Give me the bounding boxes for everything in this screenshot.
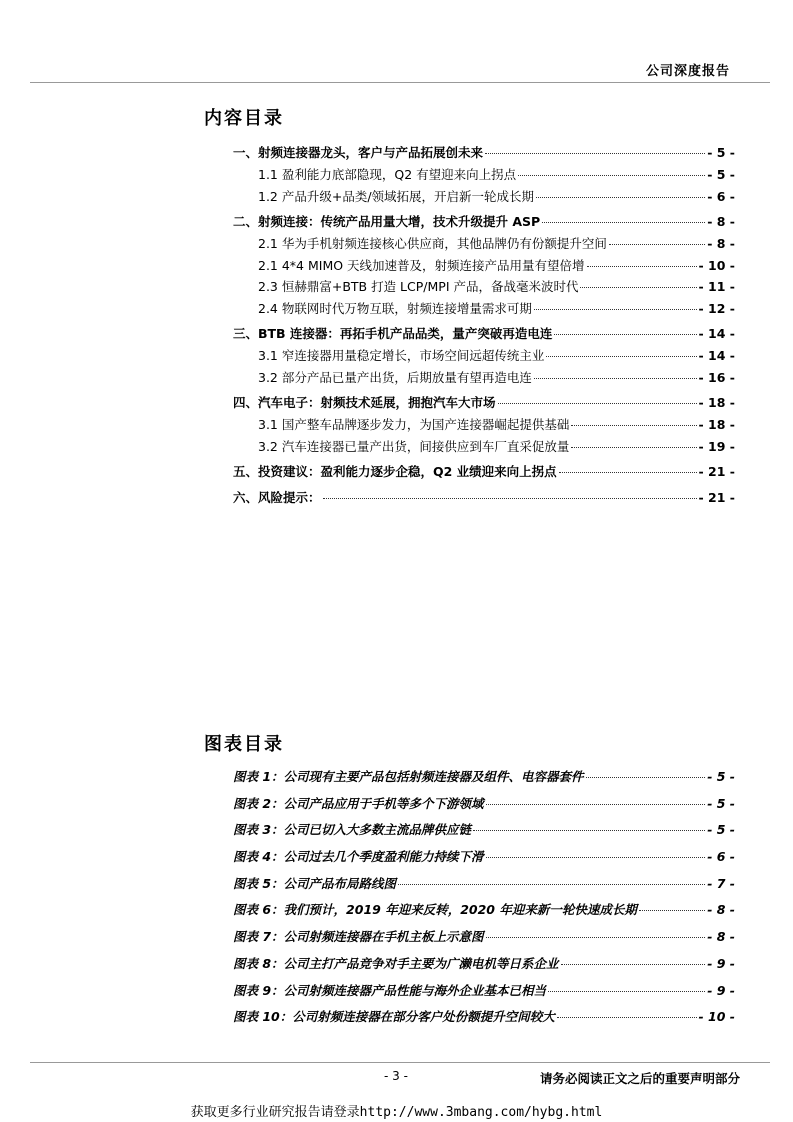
entry-title: 六、风险提示： <box>233 490 321 505</box>
leader-dots <box>609 244 705 245</box>
toc-chapter-entry[interactable] <box>0 324 793 346</box>
figure-index-entry[interactable] <box>0 820 793 847</box>
report-type-label: 公司深度报告 <box>645 64 730 79</box>
entry-page-number: - 18 - <box>698 395 735 410</box>
entry-title: 图表 10：公司射频连接器在部分客户处份额提升空间较大 <box>233 1009 555 1025</box>
figure-index-list <box>0 767 793 1034</box>
entry-page-number: - 6 - <box>707 188 735 204</box>
figure-index-entry[interactable] <box>0 794 793 821</box>
toc-section-entry[interactable] <box>0 234 793 256</box>
disclaimer-note: 请务必阅读正文之后的重要声明部分 <box>539 1071 740 1086</box>
figure-index-entry[interactable] <box>0 900 793 927</box>
watermark-link-text[interactable]: 获取更多行业研究报告请登录http://www.3mbang.com/hybg.html <box>190 1105 603 1120</box>
entry-page-number: - 14 - <box>698 348 735 363</box>
toc-section-entry[interactable] <box>0 415 793 437</box>
leader-dots <box>518 175 705 176</box>
entry-page-number: - 12 - <box>698 300 735 316</box>
leader-dots <box>554 334 696 335</box>
entry-page-number: - 16 - <box>698 369 735 385</box>
entry-page-number: - 8 - <box>707 214 735 229</box>
leader-dots <box>542 222 705 223</box>
entry-title: 图表 9：公司射频连接器产品性能与海外企业基本已相当 <box>233 982 547 998</box>
figure-index-entry[interactable] <box>0 1007 793 1034</box>
figure-index-title: 图表目录 <box>204 734 284 755</box>
toc-section-entry[interactable] <box>0 299 793 321</box>
entry-title: 2.3 恒赫鼎富+BTB 打造 LCP/MPI 产品，备战毫米波时代 <box>258 279 579 294</box>
entry-page-number: - 10 - <box>698 257 735 273</box>
leader-dots <box>534 378 697 379</box>
toc-chapter-entry[interactable] <box>0 462 793 484</box>
leader-dots <box>486 937 706 938</box>
entry-title: 1.1 盈利能力底部隐现，Q2 有望迎来向上拐点 <box>258 167 517 182</box>
leader-dots <box>571 447 696 448</box>
figure-index-entry[interactable] <box>0 767 793 794</box>
figure-index-entry[interactable] <box>0 927 793 954</box>
leader-dots <box>486 857 706 858</box>
toc-chapter-entry[interactable] <box>0 212 793 234</box>
entry-title: 3.1 国产整车品牌逐步发力，为国产连接器崛起提供基础 <box>258 417 570 432</box>
toc-chapter-entry[interactable] <box>0 488 793 510</box>
entry-title: 3.1 窄连接器用量稳定增长，市场空间远超传统主业 <box>258 348 545 363</box>
figure-index-entry[interactable] <box>0 874 793 901</box>
leader-dots <box>486 804 706 805</box>
entry-page-number: - 5 - <box>707 822 735 838</box>
entry-title: 图表 4：公司过去几个季度盈利能力持续下滑 <box>233 849 484 865</box>
leader-dots <box>559 472 697 473</box>
leader-dots <box>485 153 705 154</box>
entry-page-number: - 9 - <box>707 982 735 998</box>
leader-dots <box>546 356 696 357</box>
entry-page-number: - 7 - <box>707 875 735 891</box>
leader-dots <box>536 197 705 198</box>
entry-title: 3.2 部分产品已量产出货，后期放量有望再造电连 <box>258 369 532 385</box>
entry-page-number: - 5 - <box>707 795 735 811</box>
entry-page-number: - 5 - <box>707 167 735 182</box>
entry-title: 图表 1：公司现有主要产品包括射频连接器及组件、电容器套件 <box>233 769 584 784</box>
footer-divider <box>30 1062 770 1063</box>
leader-dots <box>587 266 697 267</box>
entry-title: 图表 3：公司已切入大多数主流品牌供应链 <box>233 822 472 838</box>
leader-dots <box>586 777 706 778</box>
figure-index-entry[interactable] <box>0 981 793 1008</box>
entry-title: 一、射频连接器龙头，客户与产品拓展创未来 <box>233 145 484 160</box>
figure-index-entry[interactable] <box>0 954 793 981</box>
entry-title: 四、汽车电子：射频技术延展，拥抱汽车大市场 <box>233 395 496 410</box>
entry-title: 图表 5：公司产品布局路线图 <box>233 875 397 891</box>
entry-page-number: - 14 - <box>698 326 735 341</box>
entry-page-number: - 8 - <box>707 929 735 945</box>
entry-title: 2.4 物联网时代万物互联，射频连接增量需求可期 <box>258 300 532 316</box>
toc-title: 内容目录 <box>204 108 284 129</box>
leader-dots <box>323 498 697 499</box>
entry-page-number: - 9 - <box>707 955 735 971</box>
entry-page-number: - 8 - <box>707 236 735 251</box>
leader-dots <box>498 403 697 404</box>
entry-title: 2.1 华为手机射频连接核心供应商，其他品牌仍有份额提升空间 <box>258 236 607 251</box>
entry-page-number: - 11 - <box>698 279 735 294</box>
toc-list <box>0 143 793 510</box>
entry-title: 二、射频连接：传统产品用量大增，技术升级提升 ASP <box>233 214 541 229</box>
entry-title: 图表 8：公司主打产品竞争对手主要为广濑电机等日系企业 <box>233 955 559 971</box>
entry-title: 图表 7：公司射频连接器在手机主板上示意图 <box>233 929 484 945</box>
figure-index-entry[interactable] <box>0 847 793 874</box>
leader-dots <box>398 884 705 885</box>
toc-chapter-entry[interactable] <box>0 393 793 415</box>
entry-page-number: - 10 - <box>698 1009 735 1025</box>
entry-page-number: - 18 - <box>698 417 735 432</box>
leader-dots <box>534 309 697 310</box>
entry-page-number: - 5 - <box>707 145 735 160</box>
entry-title: 三、BTB 连接器：再拓手机产品品类，量产突破再造电连 <box>233 326 553 341</box>
entry-title: 图表 2：公司产品应用于手机等多个下游领域 <box>233 795 484 811</box>
leader-dots <box>561 964 706 965</box>
leader-dots <box>473 830 705 831</box>
leader-dots <box>639 910 705 911</box>
leader-dots <box>580 287 696 288</box>
entry-page-number: - 21 - <box>698 464 735 479</box>
toc-section-entry[interactable] <box>0 165 793 187</box>
entry-title: 1.2 产品升级+品类/领域拓展，开启新一轮成长期 <box>258 188 535 204</box>
entry-page-number: - 19 - <box>698 438 735 454</box>
leader-dots <box>548 991 705 992</box>
toc-section-entry[interactable] <box>0 346 793 368</box>
leader-dots <box>571 425 696 426</box>
header-divider <box>30 82 770 83</box>
leader-dots <box>557 1017 697 1018</box>
toc-section-entry[interactable] <box>0 437 793 459</box>
toc-chapter-entry[interactable] <box>0 143 793 165</box>
entry-page-number: - 5 - <box>707 769 735 784</box>
entry-page-number: - 21 - <box>698 490 735 505</box>
toc-section-entry[interactable] <box>0 368 793 390</box>
toc-section-entry[interactable] <box>0 256 793 278</box>
entry-page-number: - 6 - <box>707 849 735 865</box>
toc-section-entry[interactable] <box>0 187 793 209</box>
page-number: - 3 - <box>384 1069 408 1083</box>
entry-title: 五、投资建议：盈利能力逐步企稳，Q2 业绩迎来向上拐点 <box>233 464 557 479</box>
toc-section-entry[interactable] <box>0 277 793 299</box>
entry-page-number: - 8 - <box>707 902 735 918</box>
entry-title: 3.2 汽车连接器已量产出货，间接供应到车厂直采促放量 <box>258 438 570 454</box>
entry-title: 2.1 4*4 MIMO 天线加速普及，射频连接产品用量有望倍增 <box>258 257 585 273</box>
entry-title: 图表 6：我们预计，2019 年迎来反转，2020 年迎来新一轮快速成长期 <box>233 902 637 918</box>
